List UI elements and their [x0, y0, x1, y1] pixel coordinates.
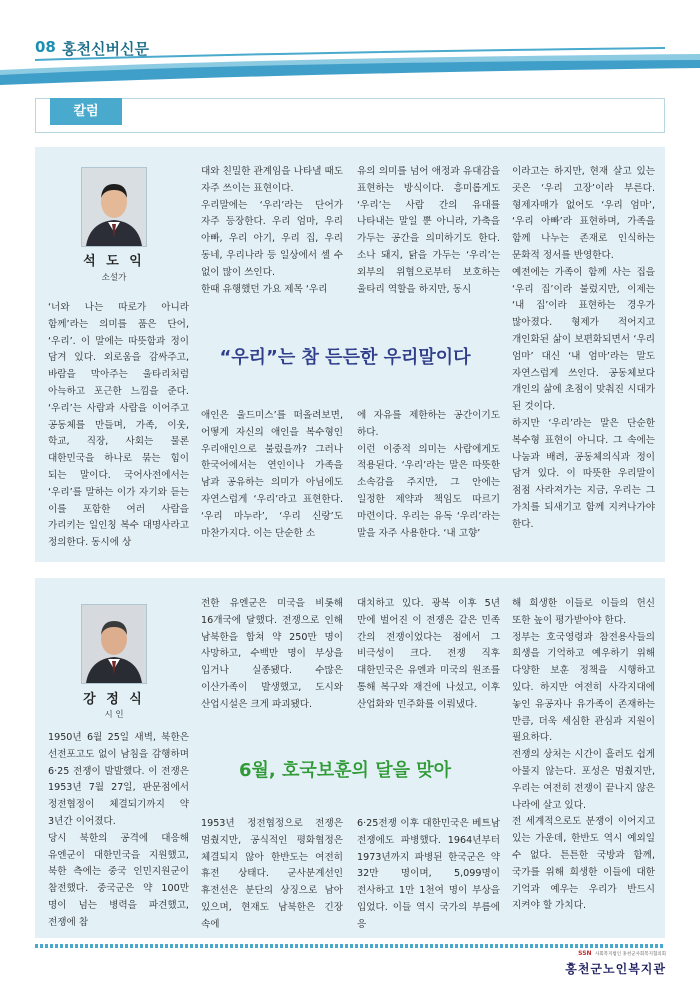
section-header-bar [35, 98, 665, 133]
article-1-headline: “우리”는 참 든든한 우리말이다 [219, 347, 471, 368]
author-1-photo [81, 167, 147, 247]
masthead-title: 홍천신버신문 [62, 40, 149, 58]
author-2-name: 강 정 식 [83, 692, 145, 707]
article-1-column-3-top: 유의 의미를 넘어 애정과 유대감을 표현하는 방식이다. 흥미롭게도 ‘우리’는 사람 간의 유대를 나타내는 말일 뿐 아니라, 가축을 가두는 공간을 의미하기도 한다. 소나 돼지, 닭을 가두는 ‘우리’는 외부의 위협으로부터 보호하는 울타리 역할을 하지만, 동시 [357, 166, 500, 295]
footer-org-line [554, 950, 666, 957]
article-2-column-3-bottom: 6·25전쟁 이후 대한민국은 베트남 전쟁에도 파병했다. 1964년부터 1973년까지 파병된 한국군은 약 32만 명이며, 5,099명이 전사하고 1만 1천여 명이 부상을 입었다. 이들 역시 국가의 부름에 응 [357, 818, 500, 930]
footer-dotted-line [35, 944, 665, 948]
article-2-column-4: 해 희생한 이들로 이들의 헌신 또한 높이 평가받아야 한다. 정부는 호국영령과 참전용사들의 희생을 기억하고 예우하기 위해 다양한 보훈 정책을 시행하고 있다. 하지만 여전히 사각지대에 놓인 유공자나 유가족이 존재하는 만큼, 더욱 세심한 관심과 지원이 필요하다. 전쟁의 상처는 시간이 흘러도 쉽게 아물지 않는다. 포성은 멈췄지만, 우리는 여전히 전쟁이 끝나지 않은 나라에 살고 있다. 전 세계적으로도 분쟁이 이어지고 있는 가운데, 한반도 역시 예외일 수 없다. 튼튼한 국방과 함께, 국가를 위해 희생한 이들에 대한 기억과 예우는 우리가 반드시 지켜야 할 가치다. [512, 598, 655, 912]
author-1-role: 소설가 [101, 273, 127, 283]
page-number: 08 [35, 38, 56, 56]
article-1-column-3-bottom: 에 자유를 제한하는 공간이기도 하다. 이런 이중적 의미는 사람에게도 적용된다. ‘우리’라는 말은 따뜻한 소속감을 주지만, 그 안에는 일정한 제약과 책임도 따르기 마련이다. 우리는 유독 ‘우리’라는 말을 자주 사용한다. ‘내 고향’ [357, 410, 500, 539]
author-2-role: 시 인 [104, 710, 124, 720]
footer-org-name: 홍천군노인복지관 [565, 962, 666, 976]
header-wave-graphic [0, 40, 700, 85]
article-1-column-4: 이라고는 하지만, 현재 살고 있는 곳은 ‘우리 고장’이라 부른다. 형제자매가 없어도 ‘우리 엄마’, ‘우리 아빠’라 표현하며, 가족을 함께 나누는 존재로 인식하는 문화적 정서를 반영한다. 예전에는 가족이 함께 사는 집을 ‘우리 집’이라 불렀지만, 이제는 ‘내 집’이라 표현하는 경우가 많아졌다. 형제가 적어지고 개인화된 삶이 보편화되면서 ‘우리 엄마’ 대신 ‘내 엄마’라는 말도 자연스럽게 쓰인다. 공동체보다 개인의 삶에 초점이 맞춰진 시대가 된 것이다. 하지만 ‘우리’라는 말은 단순한 복수형 표현이 아니다. 그 속에는 나눔과 배려, 공동체의식과 정이 담겨 있다. 이 따뜻한 우리말이 점점 사라져가는 지금, 우리는 그 가치를 되새기고 함께 지켜나가야 한다. [512, 166, 655, 530]
footer-org-text: 사회복지법인 홍천군사회복지협의회 [595, 952, 666, 957]
article-2-headline: 6월, 호국보훈의 달을 맞아 [238, 760, 452, 781]
author-2-photo [81, 604, 147, 684]
section-label: 칼럼 [50, 98, 122, 125]
article-2-column-2-top: 전한 유엔군은 미국을 비롯해 16개국에 달했다. 전쟁으로 인해 남북한을 합쳐 약 250만 명이 사망하고, 수백만 명이 부상을 입거나 실종됐다. 수많은 이산가족이 발생했고, 도시와 산업시설은 크게 파괴됐다. [201, 598, 343, 710]
article-1-column-1: ‘너와 나는 따로가 아니라 함께’라는 의미를 품은 단어, ‘우리’. 이 말에는 따뜻함과 정이 담겨 있다. 외로움을 감싸주고, 바람을 막아주는 울타리처럼 아늑하고 포근한 느낌을 준다. ‘우리’는 사람과 사람을 이어주고 공동체를 만들며, 가족, 이웃, 학교, 직장, 사회는 물론 대한민국을 하나로 묶는 힘이 되는 말이다. 국어사전에서는 ‘우리’를 말하는 이가 자기와 듣는 이를 포함한 여러 사람을 가리키는 일인칭 복수 대명사라고 정의한다. 동시에 상 [48, 302, 189, 549]
article-1-column-2-top: 대와 친밀한 관계임을 나타낼 때도 자주 쓰이는 표현이다. 우리말에는 ‘우리’라는 단어가 자주 등장한다. 우리 엄마, 우리 아빠, 우리 아기, 우리 집, 우리 동네, 우리나라 등 일상에서 셀 수 없이 많이 쓰인다. 한때 유행했던 가요 제목 ‘우리 [201, 166, 343, 295]
article-2-column-3-top: 대치하고 있다. 광복 이후 5년 만에 벌어진 이 전쟁은 같은 민족 간의 전쟁이었다는 점에서 그 비극성이 크다. 전쟁 직후 대한민국은 유엔과 미국의 원조를 통해 복구와 재건에 나섰고, 이후 산업화와 민주화를 이뤄냈다. [357, 598, 500, 710]
footer-org-badge: SSN [578, 950, 592, 957]
article-2-column-2-bottom: 1953년 정전협정으로 전쟁은 멈췄지만, 공식적인 평화협정은 체결되지 않아 한반도는 여전히 휴전 상태다. 군사분계선인 휴전선은 분단의 상징으로 남아 있으며, 현재도 남북한은 긴장 속에 [201, 818, 343, 930]
article-1-column-2-bottom: 애인은 울드미스’를 떠올려보면, 어떻게 자신의 애인을 복수형인 우리애인으로 불렀을까? 그러나 한국어에서는 연인이나 가족을 남과 공유하는 의미가 아님에도 자연스럽게 ‘우리’라고 표현한다. ‘우리 마누라’, ‘우리 신랑’도 마찬가지다. 이는 단순한 소 [201, 410, 343, 539]
author-1-name: 석 도 익 [83, 254, 145, 269]
article-2-column-1: 1950년 6월 25일 새벽, 북한은 선전포고도 없이 남침을 감행하며 6·25 전쟁이 발발했다. 이 전쟁은 1953년 7월 27일, 판문점에서 정전협정이 체결되기까지 약 3년간 이어졌다. 당시 북한의 공격에 대응해 유엔군이 대한민국을 지원했고, 북한 측에는 중국 인민지원군이 참전했다. 중국군은 약 100만 명이 넘는 병력을 파견했고, 전쟁에 참 [48, 732, 189, 928]
